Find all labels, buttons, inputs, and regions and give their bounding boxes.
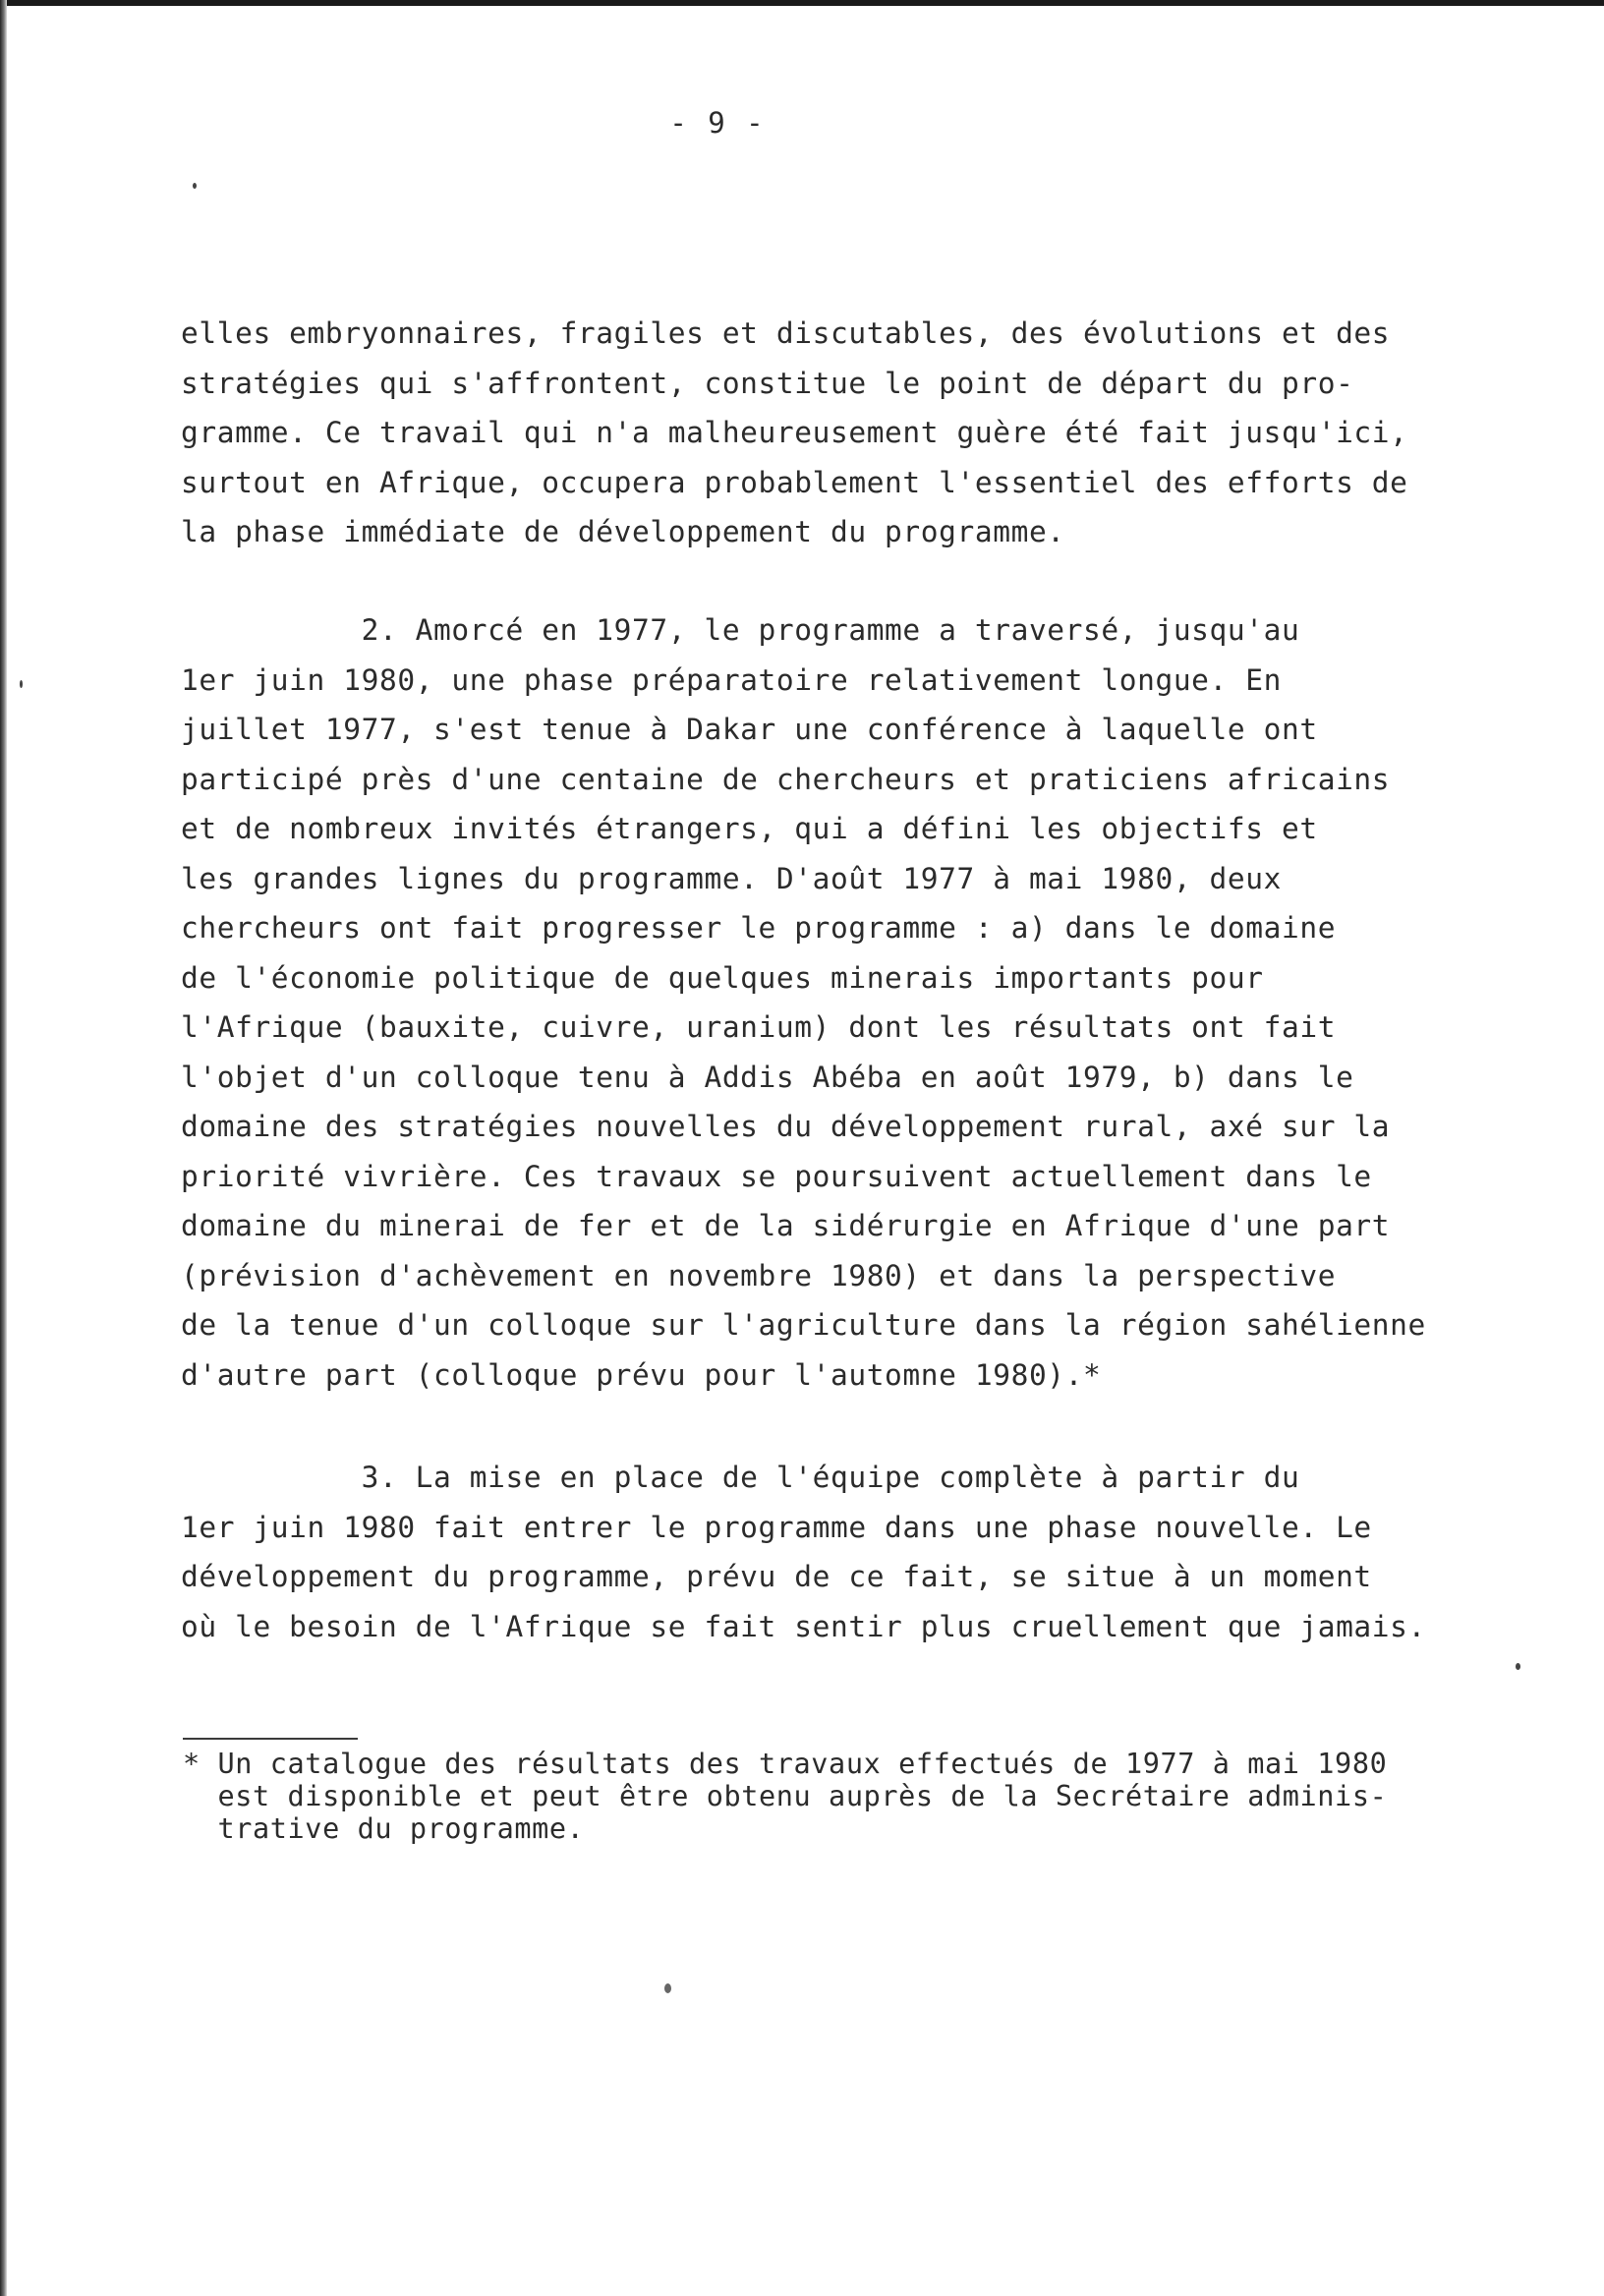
paragraph-2 <box>181 605 1426 1400</box>
paragraph-3 <box>181 1453 1426 1651</box>
paragraph-line: les grandes lignes du programme. D'août 1977 à mai 1980, deux <box>181 861 1282 895</box>
scan-speck <box>20 680 23 688</box>
paragraph-line: 3. La mise en place de l'équipe complète à partir du <box>181 1461 1300 1494</box>
page-number: - 9 - <box>669 106 766 140</box>
paragraph-line: priorité vivrière. Ces travaux se poursuivent actuellement dans le <box>181 1159 1372 1193</box>
paragraph-line: participé près d'une centaine de chercheurs et praticiens africains <box>181 762 1391 796</box>
footnote-line: * Un catalogue des résultats des travaux effectués de 1977 à mai 1980 <box>183 1748 1388 1780</box>
paragraph-line: d'autre part (colloque prévu pour l'automne 1980).* <box>181 1357 1102 1392</box>
footnote-line: est disponible et peut être obtenu auprès de la Secrétaire adminis- <box>183 1780 1388 1812</box>
scan-left-edge <box>0 0 7 2296</box>
paragraph-line: l'objet d'un colloque tenu à Addis Abéba en août 1979, b) dans le <box>181 1060 1354 1094</box>
scan-speck <box>1516 1663 1520 1670</box>
paragraph-line: développement du programme, prévu de ce fait, se situe à un moment <box>181 1560 1372 1593</box>
paragraph-line: l'Afrique (bauxite, cuivre, uranium) dont les résultats ont fait <box>181 1010 1337 1044</box>
scan-top-edge <box>0 0 1604 6</box>
paragraph-line: de la tenue d'un colloque sur l'agriculture dans la région sahélienne <box>181 1308 1426 1342</box>
paragraph-line: où le besoin de l'Afrique se fait sentir plus cruellement que jamais. <box>181 1609 1426 1643</box>
scan-speck <box>664 1983 671 1993</box>
footnote-line: trative du programme. <box>183 1812 585 1845</box>
paragraph-line: 1er juin 1980, une phase préparatoire relativement longue. En <box>181 662 1282 697</box>
paragraph-line: et de nombreux invités étrangers, qui a défini les objectifs et <box>181 812 1318 845</box>
footnote <box>183 1748 1387 1845</box>
paragraph-line: domaine du minerai de fer et de la sidérurgie en Afrique d'une part <box>181 1209 1391 1242</box>
paragraph-line: elles embryonnaires, fragiles et discutables, des évolutions et des <box>181 316 1391 350</box>
paragraph-line: (prévision d'achèvement en novembre 1980) et dans la perspective <box>181 1258 1337 1292</box>
paragraph-line: la phase immédiate de développement du programme. <box>181 515 1065 548</box>
paragraph-line: 2. Amorcé en 1977, le programme a traversé, jusqu'au <box>181 613 1300 647</box>
paragraph-line: juillet 1977, s'est tenue à Dakar une conférence à laquelle ont <box>181 713 1318 746</box>
paragraph-line: gramme. Ce travail qui n'a malheureusement guère été fait jusqu'ici, <box>181 416 1408 449</box>
scan-speck <box>193 183 197 189</box>
paragraph-continuation <box>181 309 1408 557</box>
paragraph-line: chercheurs ont fait progresser le programme : a) dans le domaine <box>181 911 1337 945</box>
paragraph-line: de l'économie politique de quelques minerais importants pour <box>181 960 1264 995</box>
footnote-separator <box>183 1738 358 1740</box>
paragraph-line: stratégies qui s'affrontent, constitue le point de départ du pro- <box>181 366 1354 400</box>
paragraph-line: 1er juin 1980 fait entrer le programme dans une phase nouvelle. Le <box>181 1510 1372 1544</box>
paragraph-line: domaine des stratégies nouvelles du développement rural, axé sur la <box>181 1110 1391 1143</box>
paragraph-line: surtout en Afrique, occupera probablement l'essentiel des efforts de <box>181 465 1408 499</box>
